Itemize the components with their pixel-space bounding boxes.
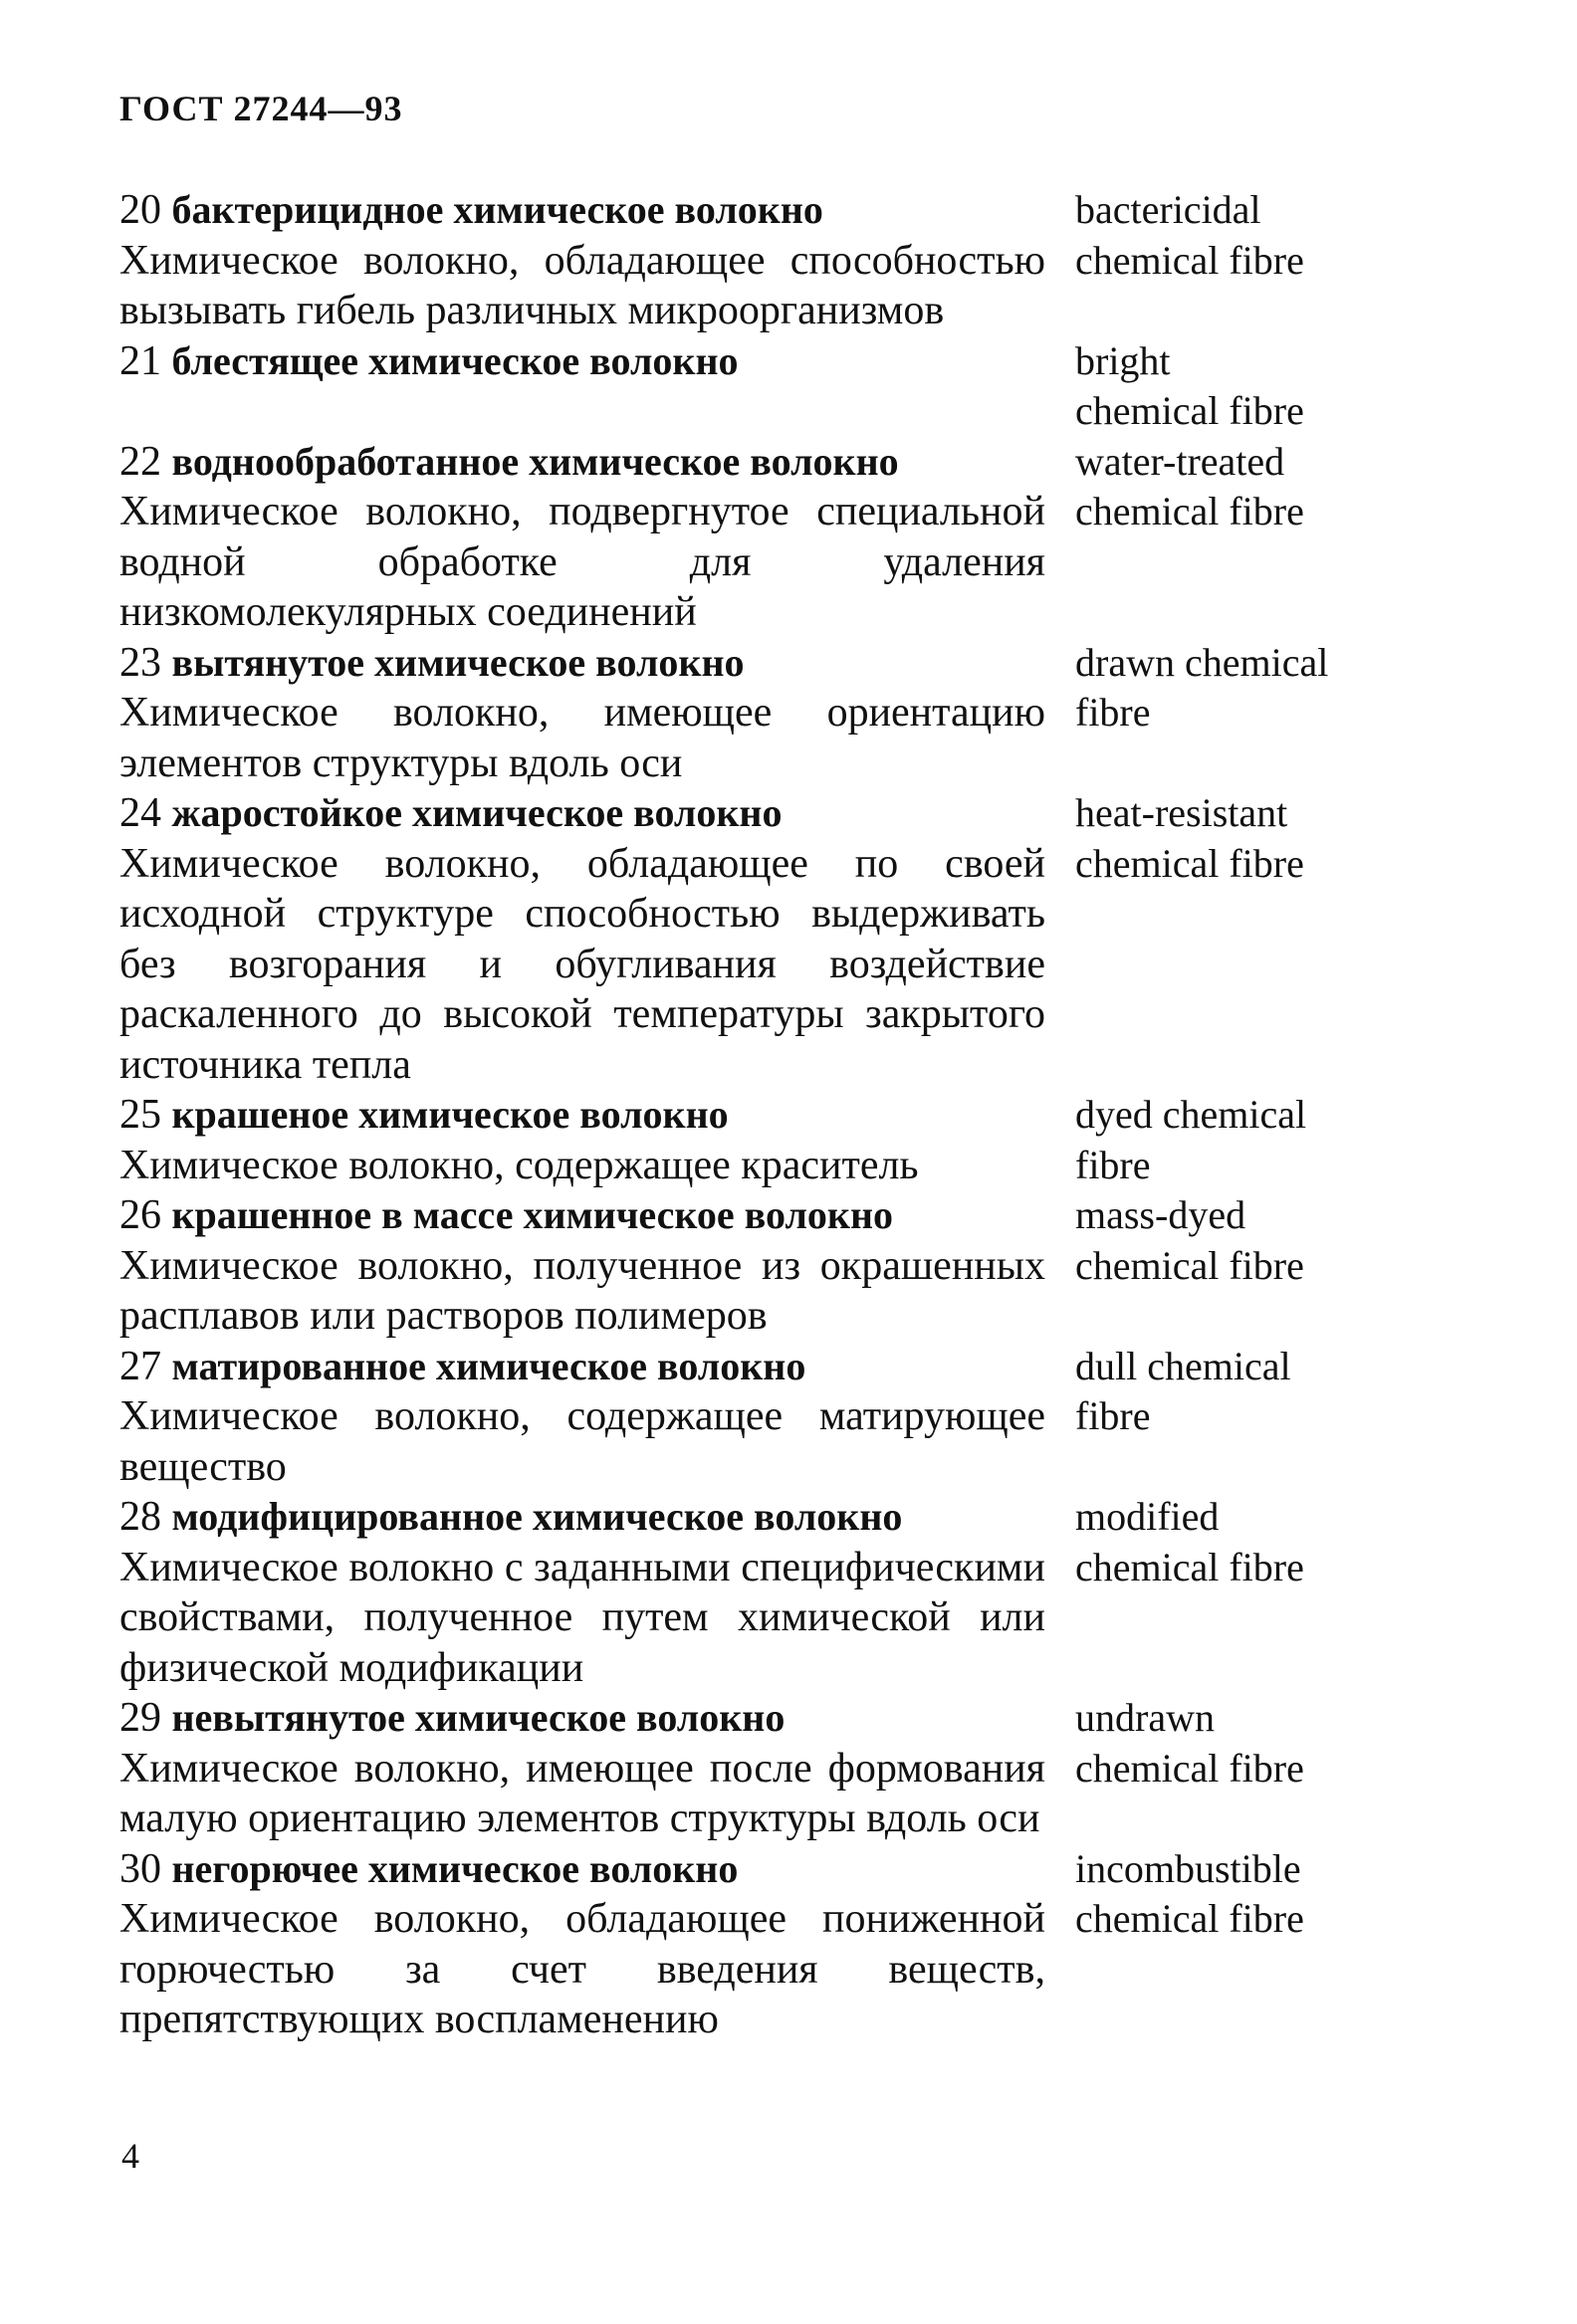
term-number: 27	[119, 1343, 161, 1389]
term-title: вытянутое химическое волокно	[171, 639, 745, 685]
term-definition: Химическое волокно, содержащее матирующее вещество	[119, 1393, 1045, 1490]
term-heading	[119, 437, 1045, 488]
term-title: матированное химическое волокно	[171, 1343, 806, 1388]
english-column	[1075, 1693, 1404, 1794]
english-term-line-1: bright	[1075, 337, 1171, 383]
russian-column	[119, 1492, 1045, 1693]
english-column	[1075, 336, 1404, 437]
term-entry	[119, 1693, 1404, 1844]
english-column	[1075, 1492, 1404, 1592]
english-term-line-1: modified	[1075, 1494, 1220, 1539]
english-term-line-1: bactericidal	[1075, 187, 1261, 232]
english-term-line-1: dull chemical	[1075, 1343, 1291, 1388]
term-heading	[119, 336, 1045, 387]
term-title: жаростойкое химическое волокно	[171, 790, 783, 835]
english-term-line-2: chemical fibre	[1075, 237, 1304, 283]
term-title: крашенное в массе химическое волокно	[171, 1192, 893, 1237]
english-column	[1075, 1342, 1404, 1442]
term-definition: Химическое волокно, обладающее способностью вызывать гибель различных микроорганизмов	[119, 237, 1045, 333]
term-entry	[119, 788, 1404, 1090]
english-column	[1075, 1090, 1404, 1190]
term-title: бактерицидное химическое волокно	[171, 187, 823, 232]
english-column	[1075, 1190, 1404, 1291]
english-column	[1075, 437, 1404, 537]
english-term-line-1: undrawn	[1075, 1695, 1215, 1740]
term-number: 29	[119, 1695, 161, 1741]
term-heading	[119, 185, 1045, 236]
term-entry	[119, 437, 1404, 638]
term-number: 30	[119, 1845, 161, 1892]
term-title: негорючее химическое волокно	[171, 1845, 739, 1891]
english-term-line-2: fibre	[1075, 1393, 1151, 1438]
term-number: 24	[119, 790, 161, 836]
term-definition: Химическое волокно, имеющее ориентацию элементов структуры вдоль оси	[119, 690, 1045, 786]
russian-column	[119, 185, 1045, 336]
english-column	[1075, 185, 1404, 286]
standard-header: ГОСТ 27244—93	[119, 89, 403, 128]
english-term-line-1: mass-dyed	[1075, 1192, 1246, 1237]
term-definition: Химическое волокно, подвергнутое специальной водной обработке для удаления низкомолекулярных соединений	[119, 489, 1045, 635]
term-title: модифицированное химическое волокно	[171, 1494, 903, 1539]
english-term-line-1: heat-resistant	[1075, 790, 1288, 835]
russian-column	[119, 1693, 1045, 1844]
term-entry	[119, 1190, 1404, 1342]
english-term-line-2: fibre	[1075, 1142, 1151, 1187]
term-definition: Химическое волокно, обладающее по своей исходной структуре способностью выдерживать без возгорания и обугливания воздействие раскаленного до высокой температуры закрытого источника тепла	[119, 840, 1045, 1088]
english-term-line-1: dyed chemical	[1075, 1092, 1307, 1137]
term-title: крашеное химическое волокно	[171, 1092, 729, 1137]
term-heading	[119, 638, 1045, 689]
terms-list	[119, 185, 1404, 2045]
english-term-line-2: chemical fibre	[1075, 1745, 1304, 1791]
term-heading	[119, 1693, 1045, 1744]
term-heading	[119, 1190, 1045, 1241]
russian-column	[119, 638, 1045, 789]
english-term-line-2: chemical fibre	[1075, 388, 1304, 433]
russian-column	[119, 1090, 1045, 1190]
term-entry	[119, 185, 1404, 336]
term-heading	[119, 788, 1045, 839]
term-number: 20	[119, 187, 161, 233]
english-term-line-2: chemical fibre	[1075, 1544, 1304, 1589]
english-term-line-1: incombustible	[1075, 1845, 1301, 1891]
term-title: воднообработанное химическое волокно	[171, 438, 899, 484]
term-number: 25	[119, 1092, 161, 1138]
english-term-line-2: chemical fibre	[1075, 840, 1304, 886]
english-term-line-2: chemical fibre	[1075, 1896, 1304, 1941]
english-column	[1075, 1844, 1404, 1945]
term-number: 26	[119, 1192, 161, 1238]
russian-column	[119, 336, 1045, 387]
english-term-line-2: fibre	[1075, 690, 1151, 735]
english-term-line-1: water-treated	[1075, 438, 1285, 484]
english-column	[1075, 788, 1404, 889]
term-heading	[119, 1342, 1045, 1392]
english-term-line-2: chemical fibre	[1075, 1242, 1304, 1288]
russian-column	[119, 437, 1045, 638]
term-definition: Химическое волокно, содержащее краситель	[119, 1142, 919, 1188]
term-heading	[119, 1844, 1045, 1895]
term-number: 23	[119, 639, 161, 686]
english-term-line-2: chemical fibre	[1075, 489, 1304, 533]
russian-column	[119, 1190, 1045, 1342]
russian-column	[119, 788, 1045, 1090]
term-entry	[119, 336, 1404, 437]
term-definition: Химическое волокно с заданными специфическими свойствами, полученное путем химической или физической модификации	[119, 1544, 1045, 1691]
term-number: 28	[119, 1494, 161, 1540]
term-heading	[119, 1492, 1045, 1543]
russian-column	[119, 1342, 1045, 1493]
term-entry	[119, 1492, 1404, 1693]
term-entry	[119, 1342, 1404, 1493]
term-definition: Химическое волокно, обладающее пониженной горючестью за счет введения веществ, препятствующих воспламенению	[119, 1896, 1045, 2042]
term-definition: Химическое волокно, полученное из окрашенных расплавов или растворов полимеров	[119, 1242, 1045, 1339]
term-entry	[119, 638, 1404, 789]
term-entry	[119, 1090, 1404, 1190]
term-definition: Химическое волокно, имеющее после формования малую ориентацию элементов структуры вдоль оси	[119, 1745, 1045, 1841]
russian-column	[119, 1844, 1045, 2045]
english-column	[1075, 638, 1404, 739]
term-heading	[119, 1090, 1045, 1141]
term-title: блестящее химическое волокно	[171, 337, 739, 383]
term-title: невытянутое химическое волокно	[171, 1695, 786, 1740]
term-number: 22	[119, 438, 161, 485]
term-number: 21	[119, 337, 161, 384]
term-entry	[119, 1844, 1404, 2045]
page-number: 4	[121, 2136, 139, 2176]
english-term-line-1: drawn chemical	[1075, 639, 1329, 685]
